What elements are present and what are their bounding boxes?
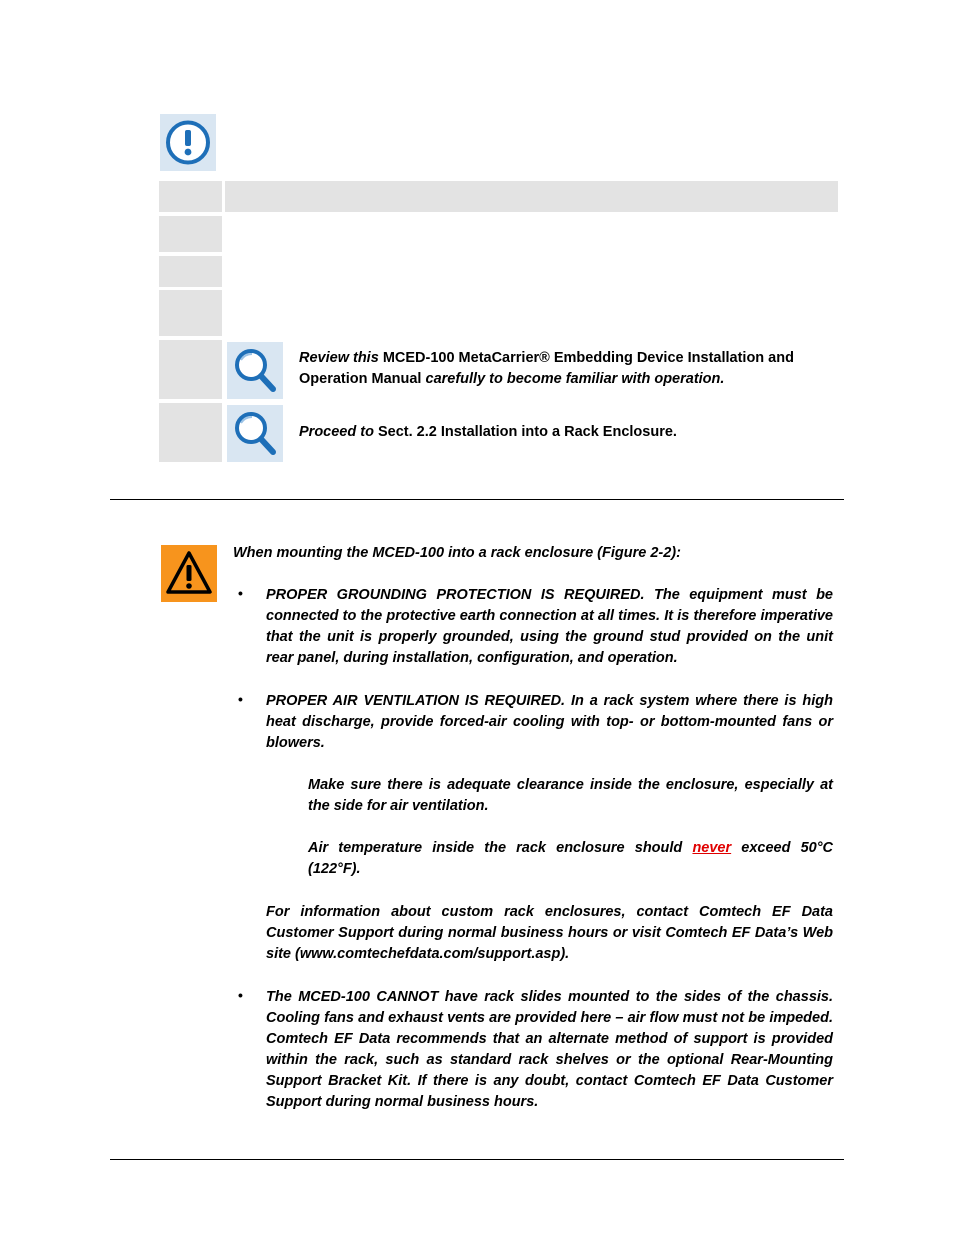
warning-grounding: PROPER GROUNDING PROTECTION IS REQUIRED. The equipment must be connected to the protective earth connection at all times. It is therefore imperative that the unit is properly grounded, using the ground stud provided on the unit rear panel, during installation, configuration, and operation. — [266, 587, 833, 666]
important-icon — [160, 114, 216, 171]
never-emphasis: never — [692, 840, 732, 856]
bullet-marker: • — [238, 987, 243, 1003]
step-review-manual: Review this MCED-100 MetaCarrier® Embedding Device Installation and Operation Manual carefully to become familiar with operation. — [299, 350, 794, 387]
magnifier-icon — [227, 342, 283, 399]
footer-divider — [110, 1159, 844, 1160]
table-header-task-cell — [225, 181, 838, 212]
table-header-step-cell — [159, 181, 222, 212]
warning-clearance: Make sure there is adequate clearance inside the enclosure, especially at the side for air ventilation. — [308, 777, 833, 814]
bullet-marker: • — [238, 691, 243, 707]
bullet-marker: • — [238, 585, 243, 601]
warning-custom-enclosures: For information about custom rack enclosures, contact Comtech EF Data Customer Support during normal business hours or visit Comtech EF Data’s Web site (www.comtechefdata.com/support.asp). — [266, 904, 833, 962]
table-step-cell-5 — [159, 403, 222, 462]
magnifier-icon — [227, 405, 283, 462]
warning-temperature: Air temperature inside the rack enclosure should never exceed 50°C (122°F). — [308, 840, 833, 877]
warning-intro: When mounting the MCED-100 into a rack enclosure (Figure 2-2): — [233, 545, 681, 561]
table-step-cell-1 — [159, 216, 222, 252]
warning-rack-slides: The MCED-100 CANNOT have rack slides mounted to the sides of the chassis. Cooling fans and exhaust vents are provided here – air flow must not be impeded. Comtech EF Data recommends that an alternate method of support is provided within the rack, such as standard rack shelves or the optional Rear-Mounting Support Bracket Kit. If there is any doubt, contact Comtech EF Data Customer Support during normal business hours. — [266, 989, 833, 1110]
table-step-cell-4 — [159, 340, 222, 399]
table-step-cell-3 — [159, 290, 222, 336]
step-proceed-section: Proceed to Sect. 2.2 Installation into a Rack Enclosure. — [299, 424, 677, 440]
table-step-cell-2 — [159, 256, 222, 287]
warning-icon — [161, 545, 217, 602]
section-divider — [110, 499, 844, 500]
warning-ventilation: PROPER AIR VENTILATION IS REQUIRED. In a rack system where there is high heat discharge, provide forced-air cooling with top- or bottom-mounted fans or blowers. — [266, 693, 833, 751]
